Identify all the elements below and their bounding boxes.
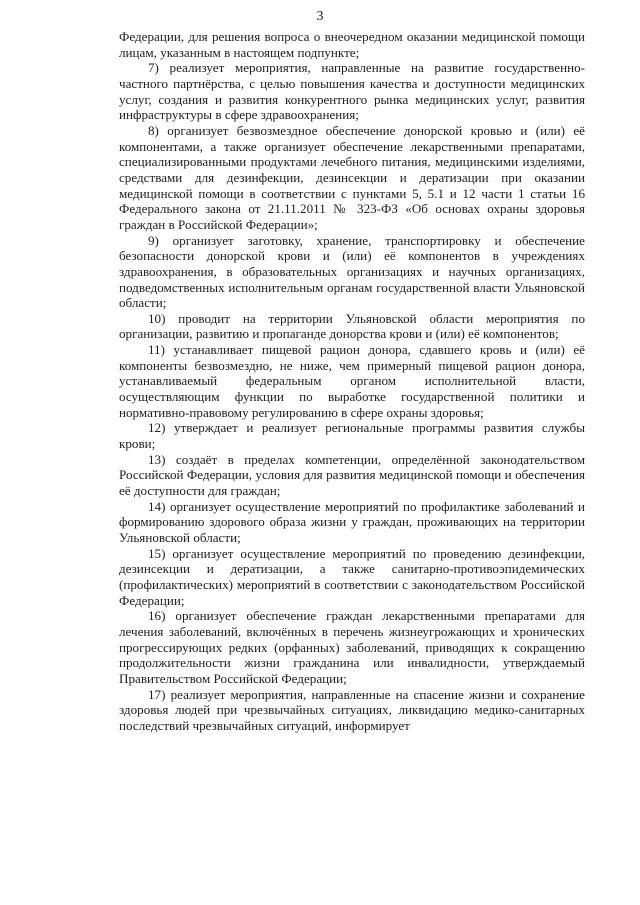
page-number: 3 <box>316 9 324 24</box>
paragraph-continuation: Федерации, для решения вопроса о внеочередном оказании медицинской помощи лицам, указанным в настоящем подпункте; <box>119 29 585 60</box>
paragraph-item-14: 14) организует осуществление мероприятий по профилактике заболеваний и формированию здорового образа жизни у граждан, проживающих на территории Ульяновской области; <box>119 498 585 545</box>
paragraph-item-7: 7) реализует мероприятия, направленные на развитие государственно-частного партнёрства, с целью повышения качества и доступности медицинских услуг, создания и развития конкурентного рынка медицинских услуг, развития инфраструктуры в сфере здравоохранения; <box>119 60 585 123</box>
paragraph-item-15: 15) организует осуществление мероприятий по проведению дезинфекции, дезинсекции и дератизации, а также санитарно-противоэпидемических (профилактических) мероприятий в соответствии с законодательством Российской Федерации; <box>119 545 585 608</box>
paragraph-item-9: 9) организует заготовку, хранение, транспортировку и обеспечение безопасности донорской крови и (или) её компонентов в учреждениях здравоохранения, в образовательных организациях и научных организациях, подведомственных исполнительным органам государственной власти Ульяновской области; <box>119 232 585 311</box>
paragraph-item-16: 16) организует обеспечение граждан лекарственными препаратами для лечения заболеваний, включённых в перечень жизнеугрожающих и хронических прогрессирующих редких (орфанных) заболеваний, приводящих к сокращению продолжительности жизни гражданина или инвалидности, утверждаемый Правительством Российской Федерации; <box>119 608 585 686</box>
paragraph-item-13: 13) создаёт в пределах компетенции, определённой законодательством Российской Федерации, условия для развития медицинской помощи и обеспечения её доступности для граждан; <box>119 451 585 499</box>
paragraph-item-11: 11) устанавливает пищевой рацион донора, сдавшего кровь и (или) её компоненты безвозмездно, не ниже, чем примерный пищевой рацион донора, устанавливаемый федеральным органом исполнительной власти, осуществляющим функции по выработке государственной политики и нормативно-правовому регулированию в сфере охраны здоровья; <box>119 342 585 420</box>
paragraph-item-8: 8) организует безвозмездное обеспечение донорской кровью и (или) её компонентами, а также организует обеспечение лекарственными препаратами, специализированными продуктами лечебного питания, медицинскими изделиями, средствами для дезинфекции, дезинсекции и дератизации при оказании медицинской помощи в соответствии с пунктами 5, 5.1 и 12 части 1 статьи 16 Федерального закона от 21.11.2011 № 323-ФЗ «Об основах охраны здоровья граждан в Российской Федерации»; <box>119 122 585 232</box>
document-body <box>119 29 585 734</box>
paragraph-item-17: 17) реализует мероприятия, направленные на спасение жизни и сохранение здоровья людей при чрезвычайных ситуациях, ликвидацию медико-санитарных последствий чрезвычайных ситуаций, информирует <box>119 686 585 733</box>
paragraph-item-10: 10) проводит на территории Ульяновской области мероприятия по организации, развитию и пропаганде донорства крови и (или) её компонентов; <box>119 310 585 342</box>
paragraph-item-12: 12) утверждает и реализует региональные программы развития службы крови; <box>119 420 585 452</box>
